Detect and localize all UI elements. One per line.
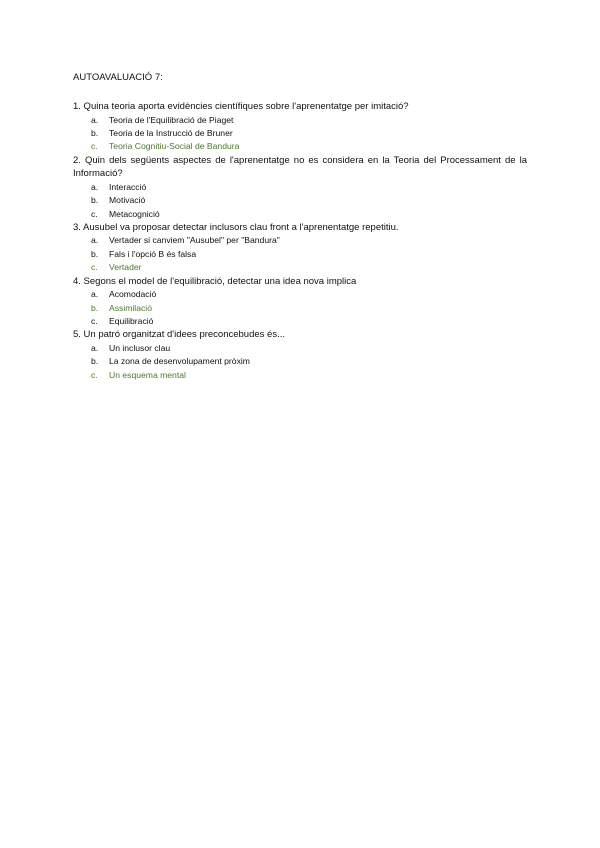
question-1 bbox=[73, 100, 527, 154]
option-list bbox=[73, 114, 527, 154]
question-text: 2. Quin dels següents aspectes de l'aprenentatge no es considera en la Teoria del Processament de la Informació? bbox=[73, 154, 527, 180]
option-b bbox=[73, 248, 527, 261]
option-a bbox=[73, 342, 527, 355]
option-letter: b. bbox=[91, 248, 99, 259]
option-a bbox=[73, 234, 527, 247]
option-text: Un inclusor clau bbox=[109, 342, 171, 353]
option-letter: b. bbox=[91, 302, 99, 313]
option-c bbox=[73, 208, 527, 221]
option-letter: c. bbox=[91, 315, 98, 326]
option-a bbox=[73, 181, 527, 194]
option-text: Motivació bbox=[109, 195, 146, 206]
option-letter: a. bbox=[91, 235, 99, 246]
option-text: Vertader si canviem "Ausubel" per "Bandura" bbox=[109, 235, 280, 246]
option-a bbox=[73, 114, 527, 127]
option-letter: b. bbox=[91, 356, 99, 367]
option-text: Metacognició bbox=[109, 208, 160, 219]
option-letter: a. bbox=[91, 181, 99, 192]
option-list bbox=[73, 288, 527, 328]
option-text: Interacció bbox=[109, 181, 147, 192]
option-c bbox=[73, 261, 527, 274]
option-text: Teoria de l'Equilibració de Piaget bbox=[109, 114, 234, 125]
option-b bbox=[73, 355, 527, 368]
option-text: Teoria Cognitiu-Social de Bandura bbox=[109, 141, 240, 152]
option-text: Un esquema mental bbox=[109, 369, 186, 380]
option-c bbox=[73, 315, 527, 328]
option-b bbox=[73, 127, 527, 140]
option-c bbox=[73, 369, 527, 382]
option-b bbox=[73, 302, 527, 315]
question-text: 3. Ausubel va proposar detectar inclusors clau front a l'aprenentatge repetitiu. bbox=[73, 221, 399, 233]
question-2 bbox=[73, 154, 527, 221]
page-title: AUTOAVALUACIÓ 7: bbox=[73, 72, 163, 83]
question-text: 4. Segons el model de l'equilibració, detectar una idea nova implica bbox=[73, 275, 357, 287]
question-4 bbox=[73, 275, 527, 329]
option-letter: c. bbox=[91, 262, 98, 273]
question-text: 1. Quina teoria aporta evidències científiques sobre l'aprenentatge per imitació? bbox=[73, 101, 409, 112]
option-list bbox=[73, 234, 527, 274]
option-text: Teoria de la Instrucció de Bruner bbox=[109, 127, 233, 138]
document-content bbox=[73, 71, 527, 382]
option-list bbox=[73, 342, 527, 382]
option-text: Fals i l'opció B és falsa bbox=[109, 248, 197, 259]
question-text: 5. Un patró organitzat d'idees preconcebudes és... bbox=[73, 329, 286, 341]
option-text: Equilibració bbox=[109, 315, 154, 326]
question-3 bbox=[73, 221, 527, 275]
option-letter: b. bbox=[91, 195, 99, 206]
option-list bbox=[73, 181, 527, 221]
option-a bbox=[73, 288, 527, 301]
option-letter: a. bbox=[91, 114, 99, 125]
option-letter: c. bbox=[91, 369, 98, 380]
option-letter: a. bbox=[91, 342, 99, 353]
option-text: Vertader bbox=[109, 262, 142, 273]
option-text: La zona de desenvolupament pròxim bbox=[109, 356, 250, 367]
option-b bbox=[73, 194, 527, 207]
option-letter: a. bbox=[91, 289, 99, 300]
option-text: Acomodació bbox=[109, 289, 157, 300]
question-5 bbox=[73, 328, 527, 382]
option-letter: c. bbox=[91, 208, 98, 219]
option-letter: c. bbox=[91, 141, 98, 152]
option-text: Assimilació bbox=[109, 302, 152, 313]
option-letter: b. bbox=[91, 127, 99, 138]
option-c bbox=[73, 140, 527, 153]
